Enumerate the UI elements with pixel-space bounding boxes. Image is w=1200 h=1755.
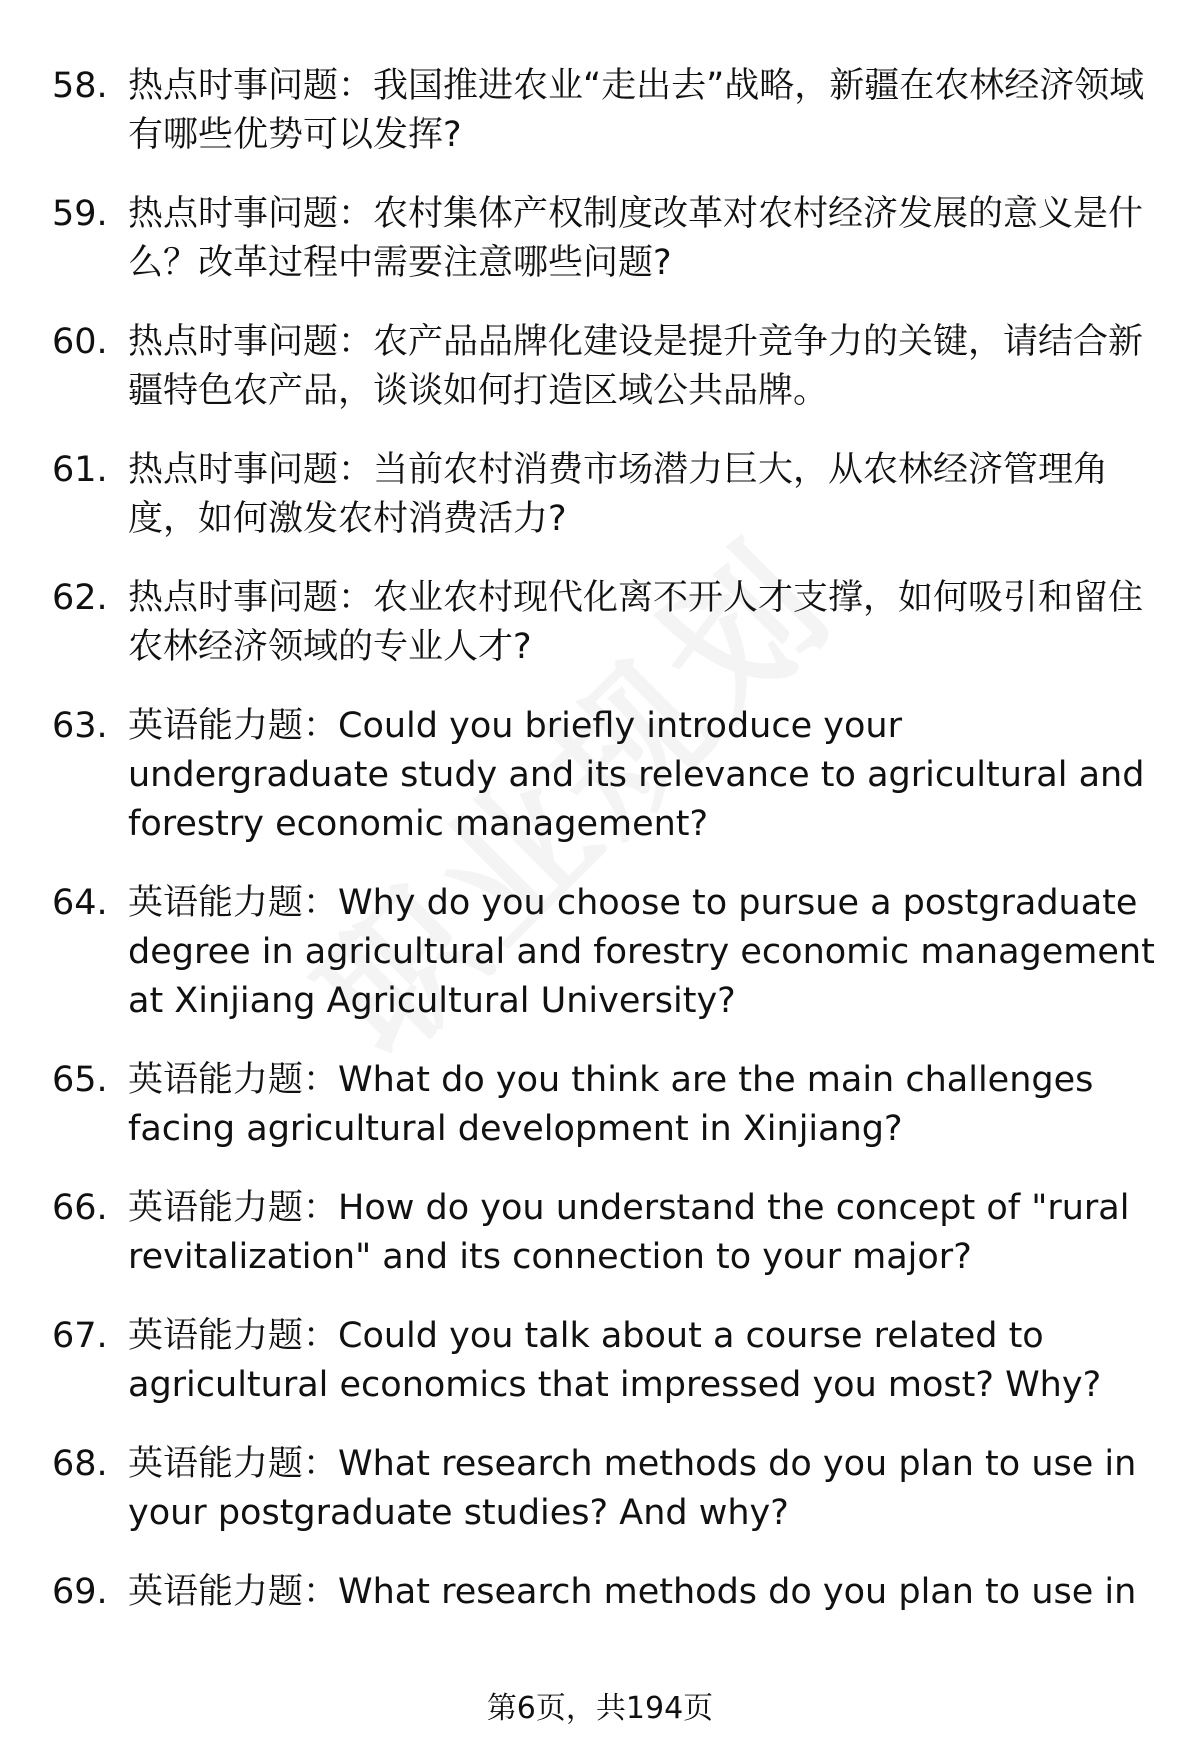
question-label: 热点时事问题：	[128, 66, 374, 106]
question-text: 农产品品牌化建设是提升竞争力的关键，请结合新疆特色农产品，谈谈如何打造区域公共品牌。	[128, 322, 1144, 411]
question-text: What research methods do you plan to use in	[338, 1572, 1137, 1612]
question-text: What research methods do you plan to use in your postgraduate studies? And why?	[128, 1444, 1137, 1533]
question-text: Could you talk about a course related to agricultural economics that impressed you most? Why?	[128, 1316, 1102, 1405]
question-label: 英语能力题：	[128, 706, 339, 746]
question-item	[0, 1568, 1200, 1617]
question-number: 60.	[52, 322, 108, 362]
question-number: 63.	[52, 706, 108, 746]
question-body	[128, 446, 1160, 544]
question-label: 热点时事问题：	[128, 194, 374, 234]
question-item	[0, 190, 1200, 288]
question-label: 热点时事问题：	[128, 450, 374, 490]
question-body	[128, 62, 1160, 160]
question-item	[0, 702, 1200, 849]
question-number: 59.	[52, 194, 108, 234]
question-list	[0, 62, 1200, 1617]
question-body	[128, 574, 1160, 672]
question-number: 62.	[52, 578, 108, 618]
question-item	[0, 62, 1200, 160]
question-label: 英语能力题：	[128, 1060, 339, 1100]
question-item	[0, 1184, 1200, 1282]
question-text: 农村集体产权制度改革对农村经济发展的意义是什么？改革过程中需要注意哪些问题?	[128, 194, 1144, 283]
question-item	[0, 1056, 1200, 1154]
question-text: 当前农村消费市场潜力巨大，从农林经济管理角度，如何激发农村消费活力?	[128, 450, 1109, 539]
question-number: 58.	[52, 66, 108, 106]
question-label: 英语能力题：	[128, 1572, 339, 1612]
question-text: 农业农村现代化离不开人才支撑，如何吸引和留住农林经济领域的专业人才?	[128, 578, 1144, 667]
question-body	[128, 879, 1160, 1026]
question-text: How do you understand the concept of "rural revitalization" and its connection to your major?	[128, 1188, 1130, 1277]
question-label: 英语能力题：	[128, 1188, 339, 1228]
question-number: 64.	[52, 883, 108, 923]
question-label: 英语能力题：	[128, 1316, 339, 1356]
question-text: 我国推进农业“走出去”战略，新疆在农林经济领域有哪些优势可以发挥?	[128, 66, 1145, 155]
question-item	[0, 574, 1200, 672]
question-body	[128, 190, 1160, 288]
question-body	[128, 1440, 1160, 1538]
question-number: 67.	[52, 1316, 108, 1356]
question-label: 英语能力题：	[128, 1444, 339, 1484]
question-item	[0, 446, 1200, 544]
question-body	[128, 1568, 1160, 1617]
question-label: 热点时事问题：	[128, 322, 374, 362]
question-text: Why do you choose to pursue a postgraduate degree in agricultural and forestry economic management at Xinjiang Agricultural University?	[128, 883, 1155, 1021]
question-number: 69.	[52, 1572, 108, 1612]
question-text: What do you think are the main challenges facing agricultural development in Xinjiang?	[128, 1060, 1094, 1149]
question-body	[128, 1312, 1160, 1410]
question-body	[128, 702, 1160, 849]
question-number: 68.	[52, 1444, 108, 1484]
question-body	[128, 1056, 1160, 1154]
question-label: 英语能力题：	[128, 883, 339, 923]
question-body	[128, 318, 1160, 416]
page-footer: 第6页，共194页	[486, 1691, 714, 1726]
question-item	[0, 1312, 1200, 1410]
question-text: Could you briefly introduce your undergraduate study and its relevance to agricultural and forestry economic management?	[128, 706, 1145, 844]
question-item	[0, 318, 1200, 416]
question-body	[128, 1184, 1160, 1282]
question-number: 66.	[52, 1188, 108, 1228]
question-item	[0, 879, 1200, 1026]
question-number: 65.	[52, 1060, 108, 1100]
question-number: 61.	[52, 450, 108, 490]
question-label: 热点时事问题：	[128, 578, 374, 618]
question-item	[0, 1440, 1200, 1538]
